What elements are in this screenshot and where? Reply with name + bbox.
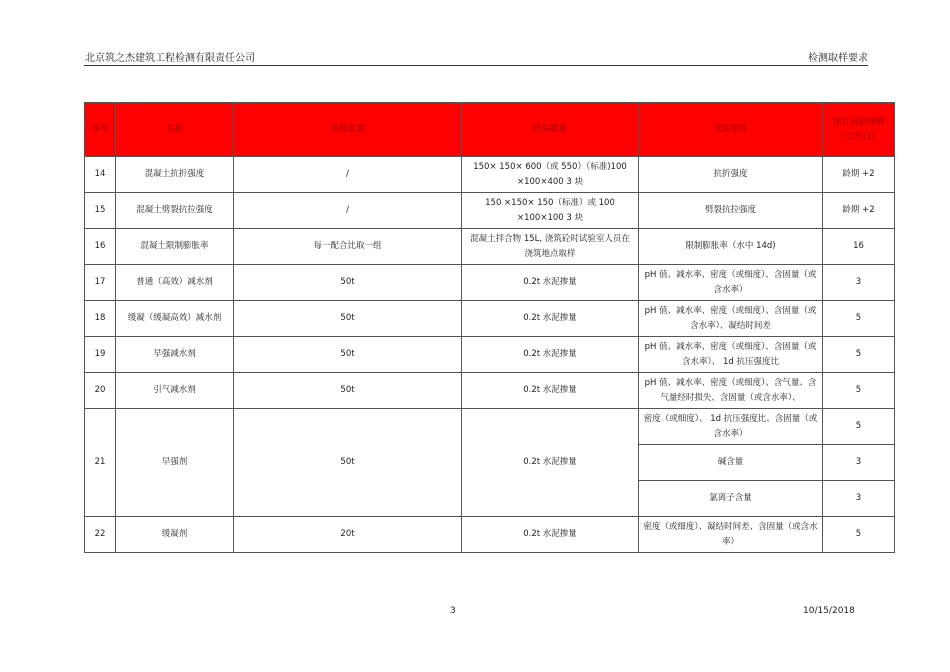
- document-title: 检测取样要求: [808, 53, 868, 64]
- cell-name: 普通（高效）减水剂: [116, 265, 234, 301]
- cell-no: 17: [85, 265, 116, 301]
- cell-no: 21: [85, 409, 116, 517]
- cell-test-item: pH 值、减水率、密度（或细度）、含固量（或含水率）、 1d 抗压强度比: [639, 337, 823, 373]
- cell-test-item: 密度（或细度）、 1d 抗压强度比、含固量（或含水率）: [639, 409, 823, 445]
- cell-sample: 0.2t 水泥掺量: [462, 337, 639, 373]
- col-header-period: 预计试验周期（工作日）: [823, 103, 895, 157]
- cell-name: 混凝土抗折强度: [116, 157, 234, 193]
- cell-batch: 50t: [234, 337, 462, 373]
- cell-test-item: pH 值、减水率、密度（或细度）、含固量（或含水率）: [639, 265, 823, 301]
- sampling-requirements-table: [84, 102, 895, 553]
- cell-batch: /: [234, 193, 462, 229]
- cell-period: 3: [823, 481, 895, 517]
- col-header-sample: 样品数量: [462, 103, 639, 157]
- cell-name: 混凝土劈裂抗拉强度: [116, 193, 234, 229]
- cell-test-item: 密度（或细度）、凝结时间差、含固量（或含水率）: [639, 517, 823, 553]
- table-row: [85, 265, 895, 301]
- cell-test-item: 抗折强度: [639, 157, 823, 193]
- cell-name: 早强减水剂: [116, 337, 234, 373]
- cell-name: 引气减水剂: [116, 373, 234, 409]
- footer-date: 10/15/2018: [803, 606, 855, 616]
- col-header-batch: 检验批量: [234, 103, 462, 157]
- cell-test-item: 碱含量: [639, 445, 823, 481]
- cell-period: 龄期 +2: [823, 157, 895, 193]
- cell-test-item: 劈裂抗拉强度: [639, 193, 823, 229]
- cell-batch: /: [234, 157, 462, 193]
- cell-sample: 混凝土拌合物 15L, 浇筑砼时试验室人员在浇筑地点取样: [462, 229, 639, 265]
- cell-sample: 150× 150× 600（或 550）（标准)100 ×100×400 3 块: [462, 157, 639, 193]
- cell-batch: 每一配合比取一组: [234, 229, 462, 265]
- table-header-row: [85, 103, 895, 157]
- cell-batch: 50t: [234, 301, 462, 337]
- cell-no: 20: [85, 373, 116, 409]
- page-number: 3: [450, 606, 456, 616]
- cell-name: 缓凝（缓凝高效）减水剂: [116, 301, 234, 337]
- table-row: [85, 157, 895, 193]
- cell-no: 14: [85, 157, 116, 193]
- col-header-no: 序号: [85, 103, 116, 157]
- cell-sample: 150 ×150× 150（标准）或 100 ×100×100 3 块: [462, 193, 639, 229]
- cell-no: 15: [85, 193, 116, 229]
- cell-no: 18: [85, 301, 116, 337]
- cell-sample: 0.2t 水泥掺量: [462, 409, 639, 517]
- cell-no: 19: [85, 337, 116, 373]
- cell-period: 5: [823, 337, 895, 373]
- table-row: [85, 337, 895, 373]
- table-body: [85, 157, 895, 553]
- cell-test-item: 氯离子含量: [639, 481, 823, 517]
- cell-test-item: pH 值、减水率、密度（或细度）、含固量（或含水率）、凝结时间差: [639, 301, 823, 337]
- company-name: 北京筑之杰建筑工程检测有限责任公司: [85, 53, 255, 64]
- table-row: [85, 193, 895, 229]
- table-row: [85, 229, 895, 265]
- cell-name: 混凝土限制膨胀率: [116, 229, 234, 265]
- cell-period: 3: [823, 265, 895, 301]
- cell-batch: 50t: [234, 373, 462, 409]
- cell-test-item: pH 值、减水率、密度（或细度）、含气量、含气量经时损失、含固量（或含水率）、: [639, 373, 823, 409]
- col-header-items: 试验项目: [639, 103, 823, 157]
- cell-batch: 20t: [234, 517, 462, 553]
- cell-sample: 0.2t 水泥掺量: [462, 301, 639, 337]
- cell-sample: 0.2t 水泥掺量: [462, 373, 639, 409]
- table-row: [85, 301, 895, 337]
- cell-period: 龄期 +2: [823, 193, 895, 229]
- cell-sample: 0.2t 水泥掺量: [462, 265, 639, 301]
- cell-period: 16: [823, 229, 895, 265]
- cell-name: 缓凝剂: [116, 517, 234, 553]
- cell-period: 5: [823, 373, 895, 409]
- table-row: [85, 373, 895, 409]
- cell-batch: 50t: [234, 265, 462, 301]
- cell-period: 5: [823, 301, 895, 337]
- cell-period: 3: [823, 445, 895, 481]
- cell-period: 5: [823, 409, 895, 445]
- cell-name: 早强剂: [116, 409, 234, 517]
- cell-no: 16: [85, 229, 116, 265]
- cell-sample: 0.2t 水泥掺量: [462, 517, 639, 553]
- cell-test-item: 限制膨胀率（水中 14d): [639, 229, 823, 265]
- col-header-name: 名称: [116, 103, 234, 157]
- table-row: [85, 409, 895, 445]
- table-row: [85, 517, 895, 553]
- cell-period: 5: [823, 517, 895, 553]
- header-divider: [84, 65, 868, 66]
- cell-no: 22: [85, 517, 116, 553]
- cell-batch: 50t: [234, 409, 462, 517]
